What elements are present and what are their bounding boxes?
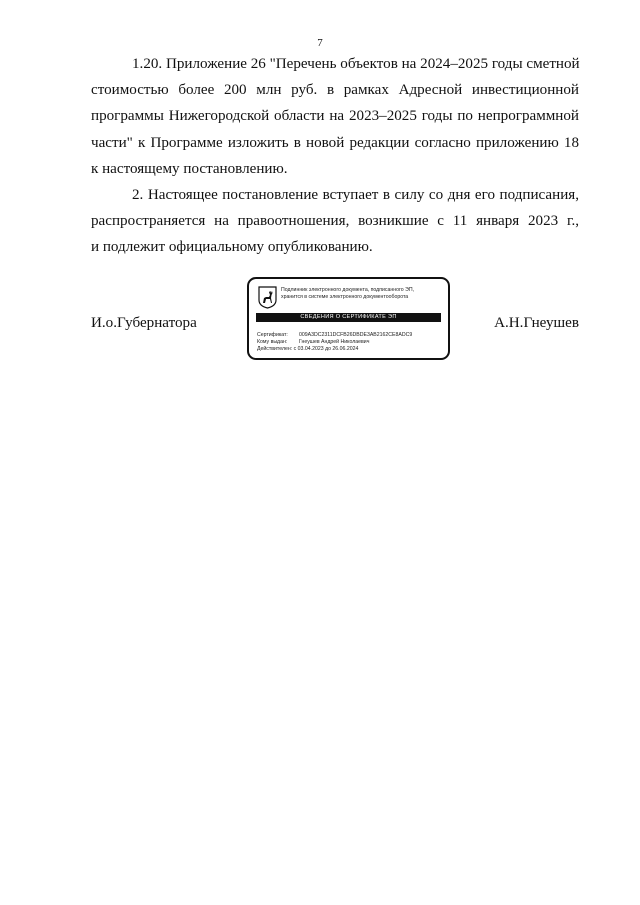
stamp-details [257, 332, 442, 353]
certificate-label: Сертификат: [257, 332, 288, 338]
issued-to-row [257, 339, 442, 346]
certificate-row [257, 332, 442, 339]
text-line: стоимостью более 200 млн руб. в рамках Адресной инвестиционной [91, 82, 579, 99]
validity-value: с 03.04.2023 до 26.06.2024 [293, 346, 359, 352]
text-line: программы Нижегородской области на 2023–2025 годы по непрограммной [91, 108, 579, 125]
stamp-header-line: Подлинник электронного документа, подписанного ЭП, [281, 287, 415, 293]
issued-to-value: Гнеушев Андрей Николаевич [299, 339, 370, 345]
document-body [91, 51, 579, 261]
validity-row [257, 346, 442, 353]
validity-label: Действителен: [257, 346, 293, 352]
text-line: 2. Настоящее постановление вступает в силу со дня его подписания, [132, 187, 579, 204]
stamp-header [281, 287, 446, 301]
stamp-title-bar: СВЕДЕНИЯ О СЕРТИФИКАТЕ ЭП [256, 313, 441, 322]
deer-emblem-icon [258, 286, 277, 309]
text-line: и подлежит официальному опубликованию. [91, 239, 373, 256]
page-number: 7 [317, 37, 323, 49]
text-line: 1.20. Приложение 26 "Перечень объектов на 2024–2025 годы сметной [132, 56, 580, 72]
text-line: распространяется на правоотношения, возникшие с 11 января 2023 г., [91, 213, 579, 230]
paragraph-2 [91, 182, 579, 261]
certificate-value: 009A3DC2311DCFB26DBDE3AB2162CE8ADC9 [299, 332, 413, 338]
signatory-name: А.Н.Гнеушев [494, 315, 579, 331]
issued-to-label: Кому выдан: [257, 339, 288, 345]
paragraph-1-20 [91, 51, 579, 182]
text-line: к настоящему постановлению. [91, 160, 288, 177]
text-line: части" к Программе изложить в новой редакции согласно приложению 18 [91, 134, 579, 151]
electronic-signature-stamp [247, 277, 450, 360]
stamp-header-line: хранится в системе электронного документооборота [281, 294, 409, 300]
signatory-position: И.о.Губернатора [91, 315, 197, 331]
